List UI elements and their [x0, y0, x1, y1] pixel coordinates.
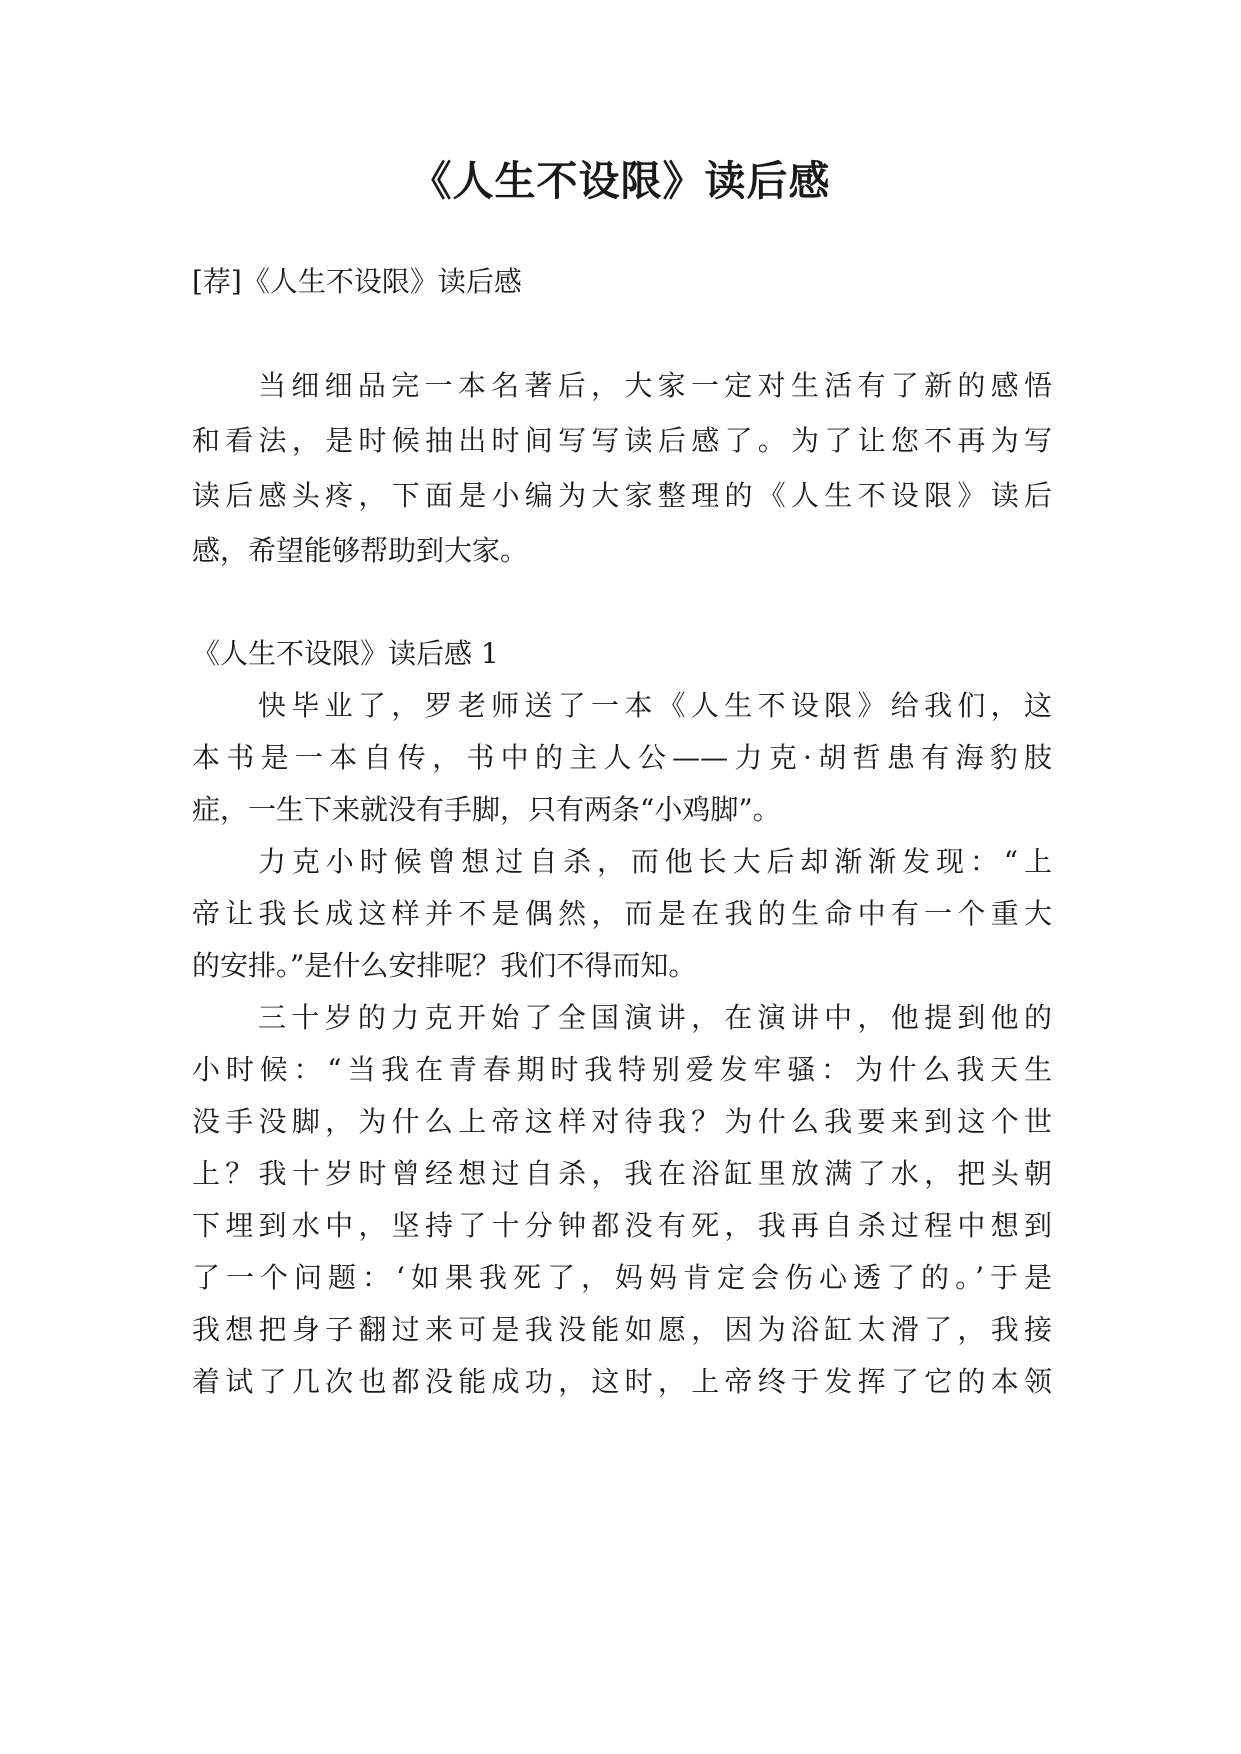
intro-line: 感，希望能够帮助到大家。 [192, 534, 529, 567]
paragraph-line: 快毕业了，罗老师送了一本《人生不设限》给我们，这 [258, 689, 1052, 722]
intro-line: 和看法，是时候抽出时间写写读后感了。为了让您不再为写 [192, 424, 1052, 457]
paragraph-line: 着试了几次也都没能成功，这时，上帝终于发挥了它的本领 [192, 1365, 1052, 1398]
intro-line: 读后感头疼，下面是小编为大家整理的《人生不设限》读后 [192, 479, 1052, 512]
paragraph-line: 下埋到水中，坚持了十分钟都没有死，我再自杀过程中想到 [192, 1209, 1052, 1242]
section-heading: 《人生不设限》读后感 1 [192, 637, 499, 670]
paragraph-line: 的安排。”是什么安排呢？我们不得而知。 [192, 949, 697, 982]
paragraph-line: 力克小时候曾想过自杀，而他长大后却渐渐发现：“上 [258, 845, 1052, 878]
paragraph-line: 症，一生下来就没有手脚，只有两条“小鸡脚”。 [192, 793, 781, 826]
paragraph-line: 没手没脚，为什么上帝这样对待我？为什么我要来到这个世 [192, 1105, 1052, 1138]
paragraph-line: 帝让我长成这样并不是偶然，而是在我的生命中有一个重大 [192, 897, 1052, 930]
paragraph-line: 本书是一本自传，书中的主人公——力克·胡哲患有海豹肢 [192, 741, 1052, 774]
paragraph-line: 三十岁的力克开始了全国演讲，在演讲中，他提到他的 [258, 1001, 1052, 1034]
intro-line: 当细细品完一本名著后，大家一定对生活有了新的感悟 [258, 369, 1052, 402]
paragraph-line: 上？我十岁时曾经想过自杀，我在浴缸里放满了水，把头朝 [192, 1157, 1052, 1190]
paragraph-line: 我想把身子翻过来可是我没能如愿，因为浴缸太滑了，我接 [192, 1313, 1052, 1346]
paragraph-line: 了一个问题：‘如果我死了，妈妈肯定会伤心透了的。’于是 [192, 1261, 1052, 1294]
document-title: 《人生不设限》读后感 [410, 157, 831, 205]
document-subtitle: [荐]《人生不设限》读后感 [192, 265, 522, 298]
paragraph-line: 小时候：“当我在青春期时我特别爱发牢骚：为什么我天生 [192, 1053, 1052, 1086]
